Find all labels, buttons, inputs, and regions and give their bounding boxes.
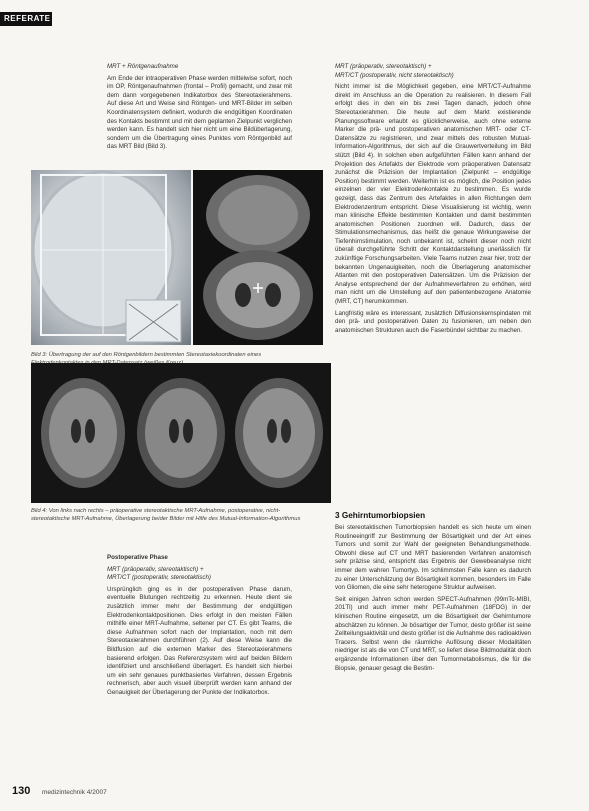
section-tag: REFERATE (0, 12, 52, 26)
figure3-caption: Bild 3: Übertragung der auf den Röntgenbildern bestimmten Stereotaxiekoordinaten eines (31, 352, 262, 358)
left-top-body: Am Ende der intraoperativen Phase werden mittelwise sofort, noch im OP, Röntgenaufnahmen (frontal – Profil) gemacht, und zwar mit dem dann vorgegebenen Indikatorbox des Stereotaxierahmens. Auf diese Art und Weise sind Röntgen- und MRT-Bilder im selben Koordinatensystem definiert, wodurch die endgültigen Koordinaten des Kontakts bestimmt und mit dem geplanten Zielpunkt verglichen werden kann. Es handelt sich hier nicht um eine Bildüberlagerung, sondern um die Übertragung eines Punktes vom Röntgenbild auf das MRT Bild (Bild 3). (107, 74, 292, 151)
left-top-heading: MRT + Röntgenaufnahme (107, 63, 179, 70)
figure4-mri-series (31, 363, 331, 503)
section3-heading: 3 Gehirntumorbiopsien (335, 511, 426, 520)
figure3-xray-image (31, 170, 191, 345)
mri-slice-2 (137, 378, 225, 488)
postop-sub2: MRT/CT (postoperativ, stereotaktisch) (107, 574, 211, 582)
left-column-bottom (107, 554, 292, 701)
left-column-top (107, 63, 292, 155)
figure3-mri-image (193, 170, 323, 345)
right-heading2: MRT/CT (postoperativ, nicht stereotaktisch) (335, 71, 454, 79)
right-column (335, 63, 531, 338)
postop-body: Ursprünglich ging es in der postoperativen Phase darum, eventuelle Blutungen rechtzeitig zu erkennen. Heute dient sie zusätzlich immer mehr der Bestimmung der endgültigen Elektrodenkontaktpositionen. Dies erfolgt in den meisten Fällen mithilfe einer MRT-Aufnahme, seltener per CT. Es gibt Teams, die diese Aufnahmen sofort nach der Implantation, noch mit dem Stereotaxierahmen durchführen (2). Auf diese Weise kann die Bildfusion auf die externen Marker des Stereotaxierahmens basierend erfolgen. Das Referenzsystem wird auf beiden Bildern identifiziert und anschließend überlagert. Es handelt sich hierbei um ein sehr genaues punktbasiertes Verfahren, dessen Ergebnis rechnerisch, aber auch visuell überprüft werden kann anhand der Genauigkeit der Überlagerung der Punkte der Indikatorbox. (107, 585, 292, 696)
journal-name: medizintechnik 4/2007 (42, 789, 107, 796)
mri-slice-1 (41, 378, 125, 488)
right-paragraph-1: Nicht immer ist die Möglichkeit gegeben, eine MRT/CT-Aufnahme direkt im Anschluss an die Operation zu realisieren. In diesem Fall erfolgt dies in den ein bis zwei Tagen danach, jedoch ohne Stereotaxierahmen. Die heute auf dem Markt existierende Planungssoftware erlaubt es glücklicherweise, auch ohne externe Marker die prä- und postoperativen anatomischen MRT- oder CT-Datensätze zu registrieren, und zwar mittels des robusten Mutual-Information-Algorithmus, der sich auf die Grauwertverteilung im Bild stützt (Bild 4). In solchen eben aufgeführten Fällen kann anhand der Projektion des Artefakts der Elektrode vom präoperativen Datensatz zunächst die Präzision der Implantation (Zielpunkt – endgültige Position) bestimmt werden. Weiterhin ist es möglich, die Position jedes einzelnen der vier Elektrodenkontakte zu bestimmen. Es wurde gezeigt, dass das Zentrum des Artefaktes in allen Richtungen dem Elektrodenzentrum entspricht. Diese Visualisierung ist wichtig, wenn man klinische Effekte bestimmten Kontakten und damit bestimmten anatomischen Positionen zuordnen will. Dadurch, dass der Stimulationsmechanismus, das heißt die genaue Wirkungsweise der Tiefenhirnstimulation, noch unbekannt ist, scheint dieser noch nicht überall durchgeführte Schritt der Kontaktdarstellung unerlässlich für zukünftige Forschungsarbeiten. Viele Teams nutzen zwar hier, trotz der bekannten Ungenauigkeiten, noch die Überlagerung anatomischer Atlanten mit den postoperativen Datensätzen. Um die Präzision der Analyse entsprechend der der Aufnahmeverfahren zu erhöhen, wird man nicht um die Umstellung auf den patientenbezogene Anatomie (MRT, CT) herumkommen. (335, 83, 531, 306)
page-number: 130 (12, 785, 31, 797)
right-paragraph-2: Langfristig wäre es interessant, zusätzlich Diffusionskernspindaten mit den prä- und postoperativen Daten zu fusionieren, um neben den anatomischen Strukturen auch die Faserbündel sichtbar zu machen. (335, 309, 531, 334)
mri-slice-3 (235, 378, 323, 488)
figure4-caption: Bild 4: Von links nach rechts – präoperative stereotaktische MRT-Aufnahme, postoperative, nicht-stereotaktische MRT-Aufnahme, Überlagerung beider Bilder mit Hilfe des Mutual-Information-Algorithmus (31, 508, 301, 522)
postop-sub1: MRT (präoperativ, stereotaktisch) + (107, 565, 204, 573)
section3-body: Bei stereotaktischen Tumorbiopsien handelt es sich heute um einen Routineeingriff zur Bestimmung der Bösartigkeit und der Art eines Tumors und somit zur Wahl der geeigneten Behandlungsmethode. Obwohl diese auf CT und MRT basierenden Verfahren anatomisch sehr präzise sind, entspricht das Ergebnis der Gewebeanalyse nicht immer dem wahren Tumortyp. Im schlimmsten Falle kann es dadurch zu einer Unterschätzung der Bösartigkeit kommen, besonders im Falle von Gliomen, die eine sehr heterogene Struktur aufweisen. (335, 524, 531, 592)
right-heading: MRT (präoperativ, stereotaktisch) + (335, 63, 432, 70)
postop-heading: Postoperative Phase (107, 554, 168, 561)
section3-column (335, 524, 531, 676)
section3-body2: Seit einigen Jahren schon werden SPECT-Aufnahmen (99mTc-MIBI, 201Tl) und auch immer mehr PET-Aufnahmen (18FDG) in der klinischen Routine eingesetzt, um die Bösartigkeit der Gehirntumore abschätzen zu können. Je bösartiger der Tumor, desto größer ist seine Zellteilungsaktivität und desto größer ist die Aufnahme des radioaktiven Tracers. Selbst wenn die räumliche Auflösung dieser Modalitäten niedriger ist als die von CT und MRT, so liefert diese Bildmodalität doch ergänzende Informationen über den Tumormetabolismus, die für die Biopsie, genauer gesagt die Bestim- (335, 595, 531, 672)
